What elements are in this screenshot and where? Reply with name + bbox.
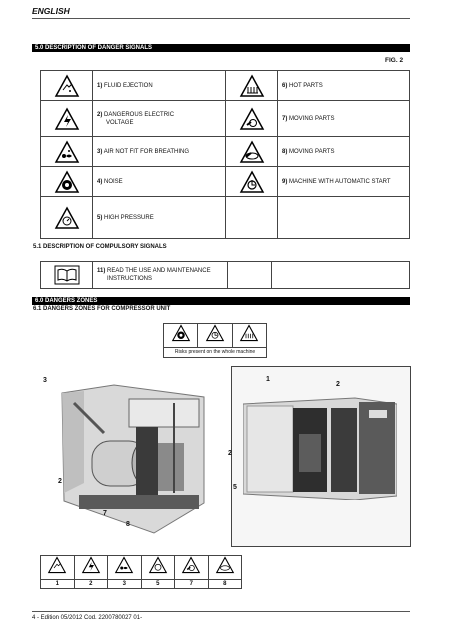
electric-voltage-icon <box>54 107 80 131</box>
danger-label-cell <box>93 101 226 137</box>
hazard-number: 3 <box>108 580 142 589</box>
hazard-number: 5 <box>141 580 175 589</box>
moving-parts-belt-icon <box>215 556 235 574</box>
danger-text: DANGEROUS ELECTRIC <box>104 111 175 118</box>
danger-number: 1) <box>97 82 103 89</box>
hazard-number: 2 <box>74 580 108 589</box>
callout-label: 2 <box>58 478 62 485</box>
danger-label-cell <box>278 101 410 137</box>
electric-voltage-icon <box>81 556 101 574</box>
callout-label: 7 <box>103 510 107 517</box>
compulsory-number: 11) <box>97 268 106 274</box>
hazard-number: 1 <box>41 580 75 589</box>
danger-number: 4) <box>97 178 103 185</box>
footer-text: 4 - Edition 05/2012 Cod. 2200780027 01- <box>32 615 143 621</box>
danger-text: HOT PARTS <box>289 82 323 89</box>
danger-number: 2) <box>97 111 103 118</box>
risks-table <box>163 323 267 358</box>
section-5-1-title: 5.1 DESCRIPTION OF COMPULSORY SIGNALS <box>33 244 167 250</box>
danger-icon-cell <box>41 71 93 101</box>
danger-label-cell <box>93 197 226 239</box>
hazard-icon-cell <box>141 556 175 580</box>
moving-parts-icon <box>239 107 265 131</box>
high-pressure-icon <box>148 556 168 574</box>
callout-label: 2 <box>228 450 232 457</box>
danger-icon-cell <box>226 137 278 167</box>
hazard-legend-table <box>40 555 242 589</box>
danger-icon-cell <box>226 71 278 101</box>
danger-label-cell <box>278 167 410 197</box>
risk-icon-cell <box>198 324 232 348</box>
danger-label-cell <box>93 167 226 197</box>
hot-parts-icon <box>239 74 265 98</box>
danger-text: HIGH PRESSURE <box>104 214 154 221</box>
table-row <box>41 167 410 197</box>
compulsory-icon-cell <box>41 262 93 289</box>
empty-cell <box>272 262 410 289</box>
danger-number: 6) <box>282 82 288 89</box>
risk-icon-cell <box>232 324 266 348</box>
callout-label: 3 <box>43 377 47 384</box>
air-not-breathable-icon <box>114 556 134 574</box>
compulsory-text: INSTRUCTIONS <box>107 276 152 282</box>
danger-label-cell <box>278 71 410 101</box>
header-rule <box>32 18 410 19</box>
moving-parts-belt-icon <box>239 140 265 164</box>
moving-parts-icon <box>181 556 201 574</box>
callout-label: 1 <box>266 376 270 383</box>
language-label: ENGLISH <box>32 6 70 16</box>
table-row <box>41 262 410 289</box>
compulsory-label-cell <box>93 262 228 289</box>
danger-label-cell <box>93 137 226 167</box>
hazard-number: 8 <box>208 580 242 589</box>
danger-number: 9) <box>282 178 288 185</box>
danger-text: MOVING PARTS <box>289 115 335 122</box>
callout-label: 8 <box>126 521 130 528</box>
hazard-icon-cell <box>108 556 142 580</box>
danger-icon-cell <box>226 101 278 137</box>
empty-cell <box>226 197 278 239</box>
danger-icon-cell <box>41 101 93 137</box>
danger-text: MACHINE WITH AUTOMATIC START <box>289 178 391 185</box>
compulsory-signals-table <box>40 261 410 289</box>
danger-text: AIR NOT FIT FOR BREATHING <box>103 148 190 155</box>
hazard-icon-cell <box>41 556 75 580</box>
hazard-icon-cell <box>175 556 209 580</box>
danger-label-cell <box>93 71 226 101</box>
section-5-0-title: 5.0 DESCRIPTION OF DANGER SIGNALS <box>32 44 410 52</box>
hot-parts-icon <box>239 324 259 342</box>
danger-number: 7) <box>282 115 288 122</box>
high-pressure-icon <box>54 206 80 230</box>
automatic-start-icon <box>239 170 265 194</box>
book-icon <box>54 265 80 285</box>
danger-text: NOISE <box>104 178 123 185</box>
danger-icon-cell <box>41 167 93 197</box>
empty-cell <box>228 262 272 289</box>
fig-2-label: FIG. 2 <box>385 57 404 64</box>
table-row <box>41 137 410 167</box>
section-6-0-title: 6.0 DANGERS ZONES <box>32 297 410 305</box>
danger-text: VOLTAGE <box>106 119 134 126</box>
hazard-icon-cell <box>74 556 108 580</box>
danger-label-cell <box>278 137 410 167</box>
danger-icon-cell <box>41 197 93 239</box>
automatic-start-icon <box>205 324 225 342</box>
danger-text: FLUID EJECTION <box>104 82 153 89</box>
table-row <box>41 71 410 101</box>
table-row <box>41 197 410 239</box>
callout-label: 5 <box>233 484 237 491</box>
danger-number: 5) <box>97 214 103 221</box>
noise-icon <box>54 170 80 194</box>
noise-icon <box>171 324 191 342</box>
risk-icon-cell <box>164 324 198 348</box>
danger-signals-table <box>40 70 410 239</box>
compressor-open-photo <box>54 383 216 535</box>
compressor-front-photo <box>243 396 397 500</box>
callout-label: 2 <box>336 381 340 388</box>
danger-number: 3) <box>97 148 103 155</box>
air-not-breathable-icon <box>54 140 80 164</box>
compulsory-text: READ THE USE AND MAINTENANCE <box>107 268 211 274</box>
danger-icon-cell <box>226 167 278 197</box>
danger-icon-cell <box>41 137 93 167</box>
risks-caption: Risks present on the whole machine <box>164 348 267 358</box>
empty-cell <box>278 197 410 239</box>
table-row <box>41 101 410 137</box>
danger-number: 8) <box>282 148 288 155</box>
hazard-icon-cell <box>208 556 242 580</box>
hazard-number: 7 <box>175 580 209 589</box>
fluid-ejection-icon <box>47 556 67 574</box>
fluid-ejection-icon <box>54 74 80 98</box>
danger-text: MOVING PARTS <box>289 148 335 155</box>
footer-rule <box>32 611 410 612</box>
section-6-1-title: 6.1 DANGERS ZONES FOR COMPRESSOR UNIT <box>33 306 171 312</box>
